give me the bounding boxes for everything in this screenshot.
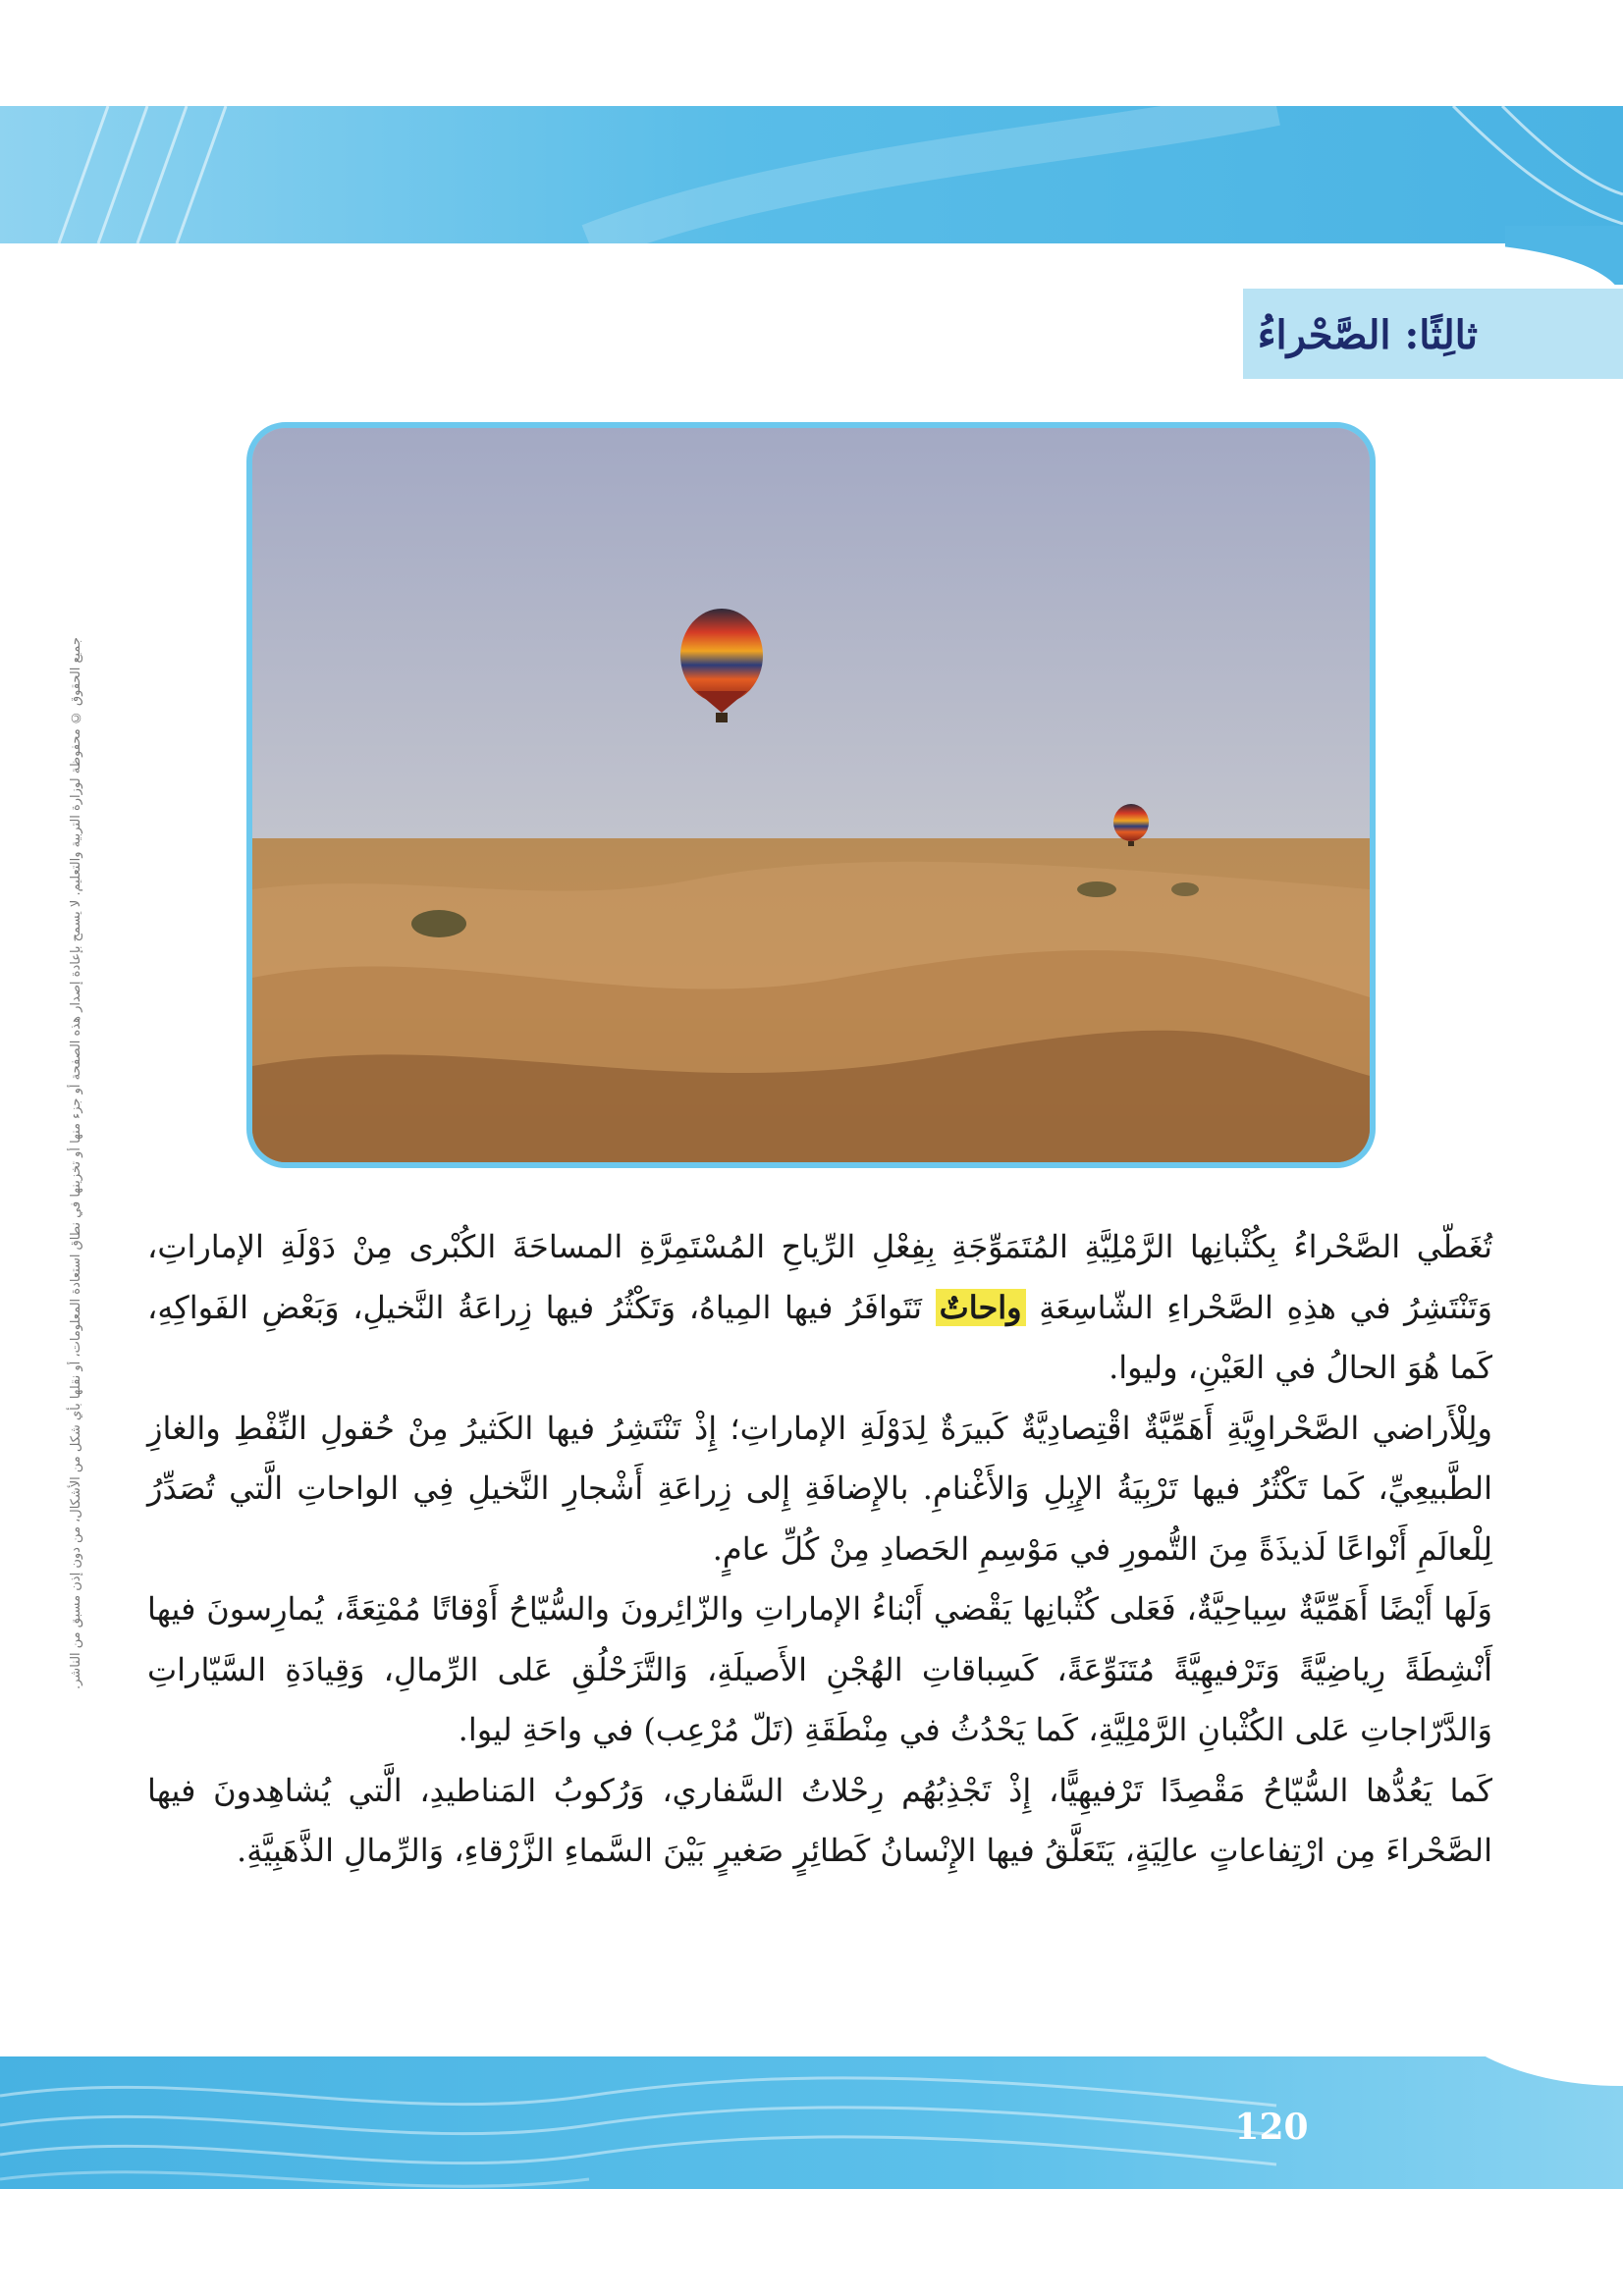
bottom-decorative-band — [0, 2056, 1623, 2189]
bottom-band-wave-lines — [0, 2056, 1623, 2189]
body-text — [147, 1217, 1492, 1882]
highlighted-term: واحاتٌ — [936, 1289, 1026, 1326]
paragraph-1-before: تُغَطّي الصَّحْراءُ بِكُثْبانِها الرَّمْلِيَّةِ المُتَمَوِّجَةِ بِفِعْلِ الرِّياحِ المُسْتَمِرَّةِ المساحَةَ الكُبْرى مِنْ دَوْلَةِ الإماراتِ، وَتَنْتَشِرُ في هذِهِ الصَّحْراءِ الشّاسِعَةِ — [147, 1228, 1493, 1326]
paragraph-tourism: وَلَها أَيْضًا أَهَمِّيَّةٌ سِياحِيَّةٌ، فَعَلى كُثْبانِها يَقْضي أَبْناءُ الإماراتِ والزّائِرونَ والسُّيّاحُ أَوْقاتًا مُمْتِعَةً، يُمارِسونَ فيها أَنْشِطَةً رِياضِيَّةً وَتَرْفيهِيَّةً مُتَنَوِّعَةً، كَسِباقاتِ الهُجْنِ الأَصيلَةِ، وَالتَّزَحْلُقِ عَلى الرِّمالِ، وَقِيادَةِ السَّيّاراتِ وَالدَّرّاجاتِ عَلى الكُثْبانِ الرَّمْلِيَّةِ، كَما يَحْدُثُ في مِنْطَقَةِ (تَلّ مُرْعِب) في واحَةِ ليوا. — [147, 1590, 1492, 1748]
band-wave-lines — [0, 106, 1623, 243]
paragraph-1-after: تَتَوافَرُ فيها المِياهُ، وَتَكْثُرُ فيها زِراعَةُ النَّخيلِ، وَبَعْضِ الفَواكِهِ، كَما هُوَ الحالُ في العَيْنِ، وليوا. — [147, 1288, 1492, 1386]
desert-balloon-photo — [246, 422, 1376, 1168]
paragraph-oases — [147, 1217, 1492, 1399]
section-title: ثالِثًا: الصَّحْراءُ — [1257, 312, 1478, 358]
page-number: 120 — [1234, 2107, 1309, 2148]
paragraph-recreation: كَما يَعُدُّها السُّيّاحُ مَقْصِدًا تَرْفيهِيًّا، إِذْ تَجْذِبُهُم رِحْلاتُ السَّفاري، وَرُكوبُ المَناطيدِ، الَّتي يُشاهِدونَ فيها الصَّحْراءَ مِن ارْتِفاعاتٍ عالِيَةٍ، يَتَعَلَّقُ فيها الإِنْسانُ كَطائِرٍ صَغيرٍ بَيْنَ السَّماءِ الزَّرْقاءِ، وَالرِّمالِ الذَّهَبِيَّةِ. — [147, 1771, 1492, 1869]
desert-photo-illustration — [252, 428, 1370, 1162]
copyright-side-note: جميع الحقوق © محفوظة لوزارة التربية والتعليم. لا يسمح بإعادة إصدار هذه الصفحة أو جزء منها أو تخزينها في نطاق استعادة المعلومات، أو نقلها بأي شكل من الأشكال، من دون إذن مسبق من الناشر. — [69, 637, 83, 1689]
paragraph-economic: ولِلْأَراضي الصَّحْراوِيَّةِ أَهَمِّيَّةٌ اقْتِصادِيَّةٌ كَبيرَةٌ لِدَوْلَةِ الإماراتِ؛ إِذْ تَنْتَشِرُ فيها الكَثيرُ مِنْ حُقولِ النِّفْطِ والغازِ الطَّبيعِيِّ، كَما تَكْثُرُ فيها تَرْبِيَةُ الإِبِلِ وَالأَغْنامِ. بالإِضافَةِ إِلى زِراعَةِ أَشْجارِ النَّخيلِ فِي الواحاتِ الَّتي تُصَدِّرُ لِلْعالَمِ أَنْواعًا لَذيذَةً مِنَ التُّمورِ في مَوْسِمِ الحَصادِ مِنْ كُلِّ عامٍ. — [147, 1409, 1493, 1568]
top-decorative-band — [0, 106, 1623, 243]
